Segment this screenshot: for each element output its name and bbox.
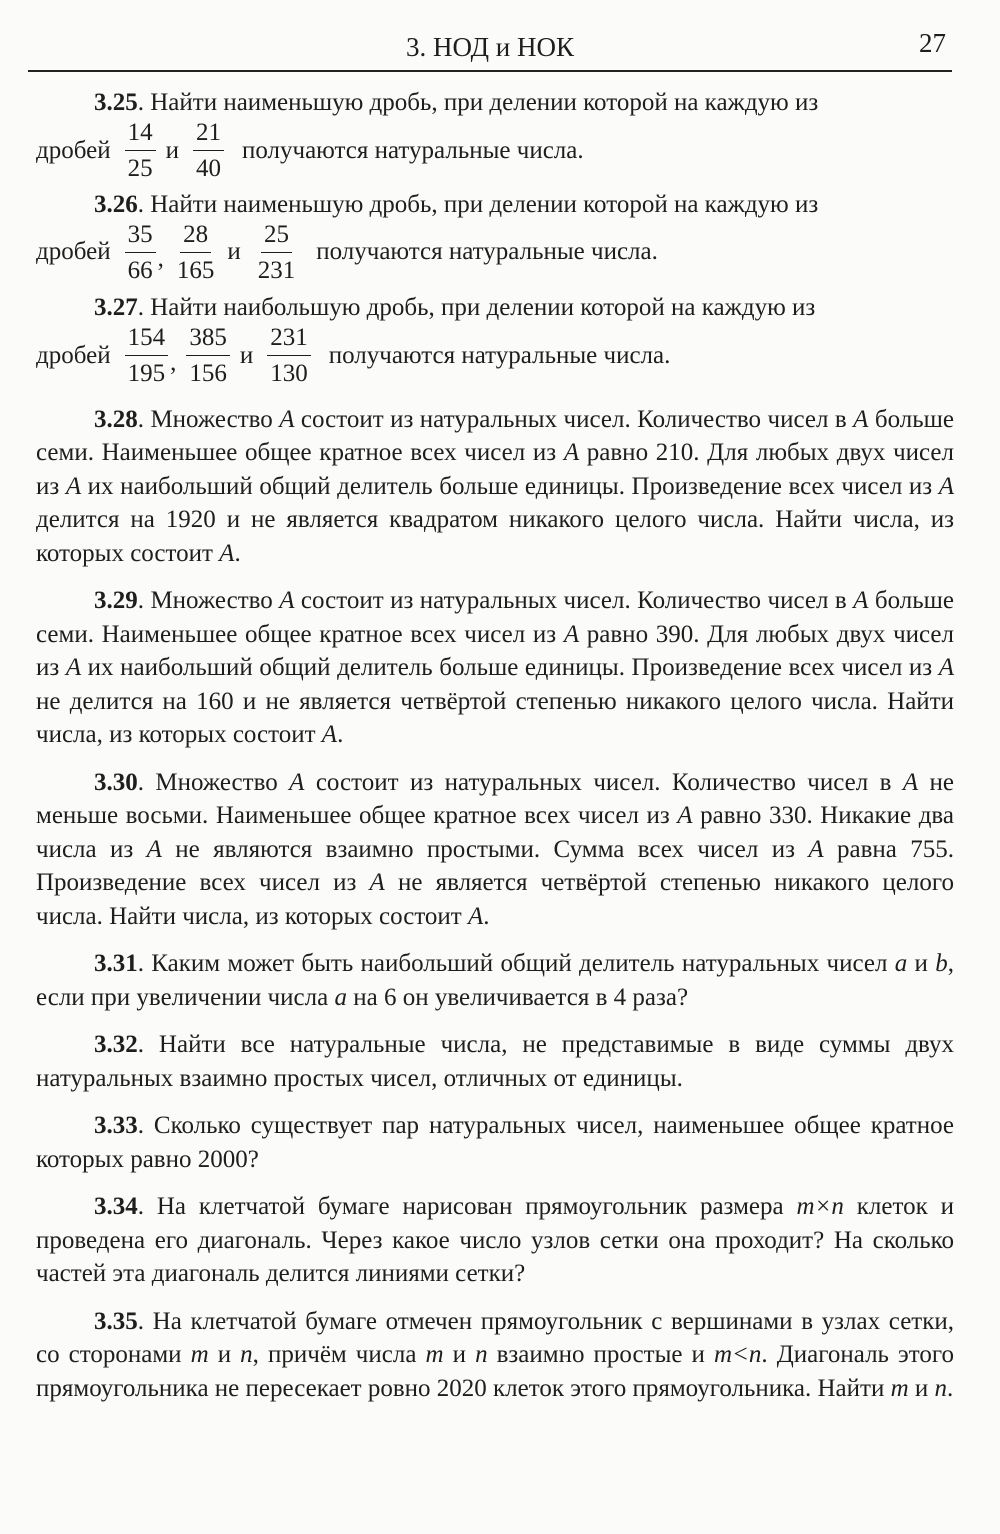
text-run: состоит из натуральных чисел. Количество чисел в: [294, 405, 854, 433]
numerator: 35: [125, 222, 156, 253]
text-run: и: [907, 950, 936, 977]
denominator: 25: [127, 155, 153, 182]
problem-number: 3.25: [94, 89, 138, 116]
conjunction: и: [227, 238, 241, 266]
numerator: 21: [193, 120, 224, 151]
denominator: 231: [257, 256, 296, 284]
denominator: 66: [127, 256, 153, 284]
fraction-line: [36, 324, 954, 387]
problem-3-35: [36, 1305, 954, 1406]
math-var: a: [334, 983, 347, 1011]
problem-number: 3.35: [94, 1307, 138, 1335]
math-var: A: [808, 835, 824, 863]
problem-3-31: [36, 947, 954, 1014]
running-head: [28, 22, 952, 72]
denominator: 40: [195, 155, 221, 182]
problem-number: 3.29: [94, 587, 138, 614]
fraction: [125, 222, 156, 283]
problem-text: . Найти наибольшую дробь, при делении которой на каждую из: [137, 294, 816, 321]
text-run: не делится на 160 и не является четвёртой степенью никакого целого числа. Найти числа, из которых состоит: [36, 687, 954, 748]
math-var: m: [890, 1374, 909, 1402]
math-var: A: [279, 587, 295, 614]
math-var: A: [279, 405, 295, 433]
text-run: не меньше восьми. Наименьшее общее кратное всех чисел из: [36, 768, 954, 829]
text-run: состоит из натуральных чисел. Количество чисел в: [304, 768, 903, 796]
numerator: 231: [267, 325, 311, 356]
numerator: 385: [186, 325, 230, 356]
math-var: A: [146, 835, 162, 863]
text-run: на 6 он увеличивается в 4 раза?: [346, 983, 689, 1011]
line-prefix: дробей: [36, 238, 111, 266]
text-run: состоит из натуральных чисел. Количество чисел в: [294, 587, 854, 614]
text-run: . Множество: [137, 587, 280, 614]
text-run: . Сколько существует пар натуральных чисел, наименьшее общее кратное которых равно 2000?: [36, 1112, 954, 1173]
text-run: .: [337, 721, 344, 748]
math-var: b: [935, 950, 948, 977]
math-var: a: [894, 950, 908, 977]
math-var: m<n: [713, 1341, 762, 1368]
problem-3-27: [36, 291, 954, 385]
fraction: [186, 325, 230, 386]
chapter-title: 3. НОД и НОК: [405, 32, 575, 62]
fraction: [174, 222, 218, 283]
text-run: делится на 1920 и не является квадратом никакого целого числа. Найти числа, из которых состоит: [36, 506, 954, 567]
fraction: [267, 325, 311, 386]
problem-3-29: [36, 584, 954, 752]
numerator: 14: [125, 120, 156, 151]
problem-number: 3.33: [94, 1112, 138, 1139]
text-run: их наибольший общий делитель больше единицы. Произведение всех чисел из: [81, 472, 939, 500]
text-run: больше семи. Наименьшее общее кратное всех чисел из: [36, 587, 954, 648]
fraction: [193, 120, 224, 181]
math-var: A: [853, 587, 869, 614]
problem-number: 3.34: [94, 1193, 138, 1220]
problem-number: 3.27: [94, 294, 138, 321]
math-var: A: [219, 539, 235, 567]
text-run: равно 330. Никакие два числа из: [36, 802, 954, 863]
math-var: A: [321, 721, 338, 748]
problem-number: 3.30: [94, 768, 138, 796]
text-run: равна 755. Произведение всех чисел из: [36, 835, 955, 896]
text-run: .: [947, 1374, 954, 1402]
problem-list: [36, 86, 954, 1415]
math-var: A: [853, 405, 869, 433]
math-var: m: [190, 1341, 209, 1368]
text-run: , если при увеличении числа: [36, 950, 955, 1011]
text-run: . На клетчатой бумаге нарисован прямоугольник размера: [137, 1193, 797, 1220]
text-run: и: [443, 1341, 476, 1368]
text-run: равно 390. Для любых двух чисел из: [36, 620, 954, 681]
line-suffix: получаются натуральные числа.: [316, 238, 658, 266]
math-var: A: [467, 902, 484, 930]
fraction: [125, 120, 156, 181]
text-run: , причём числа: [252, 1341, 426, 1368]
text-run: . Множество: [137, 405, 280, 433]
problem-3-28: [36, 403, 954, 571]
text-run: клеток и проведена его диагональ. Через какое число узлов сетки она проходит? На сколько частей эта диагональ делится линиями сетки?: [36, 1193, 954, 1287]
line-prefix: дробей: [36, 136, 111, 164]
text-run: больше семи. Наименьшее общее кратное всех чисел из: [36, 405, 954, 466]
math-var: A: [902, 768, 919, 796]
problem-number: 3.26: [94, 190, 138, 218]
text-run: их наибольший общий делитель больше единицы. Произведение всех чисел из: [81, 654, 939, 681]
text-run: . Каким может быть наибольший общий делитель натуральных чисел: [137, 950, 895, 977]
line-suffix: получаются натуральные числа.: [241, 136, 584, 164]
conjunction: и: [165, 136, 179, 164]
text-run: .: [234, 539, 241, 567]
fraction-line: [36, 119, 954, 182]
math-var: n: [475, 1341, 488, 1368]
denominator: 195: [127, 360, 166, 387]
denominator: 165: [176, 256, 215, 284]
problem-3-32: [36, 1028, 954, 1095]
fraction: [125, 325, 169, 386]
text-run: . Диагональ этого прямоугольника не пересекает ровно 2020 клеток этого прямоугольника. Найти: [36, 1341, 954, 1402]
problem-3-26: [36, 188, 954, 282]
math-var: A: [563, 439, 580, 466]
text-run: . На клетчатой бумаге отмечен прямоугольник с вершинами в узлах сетки, со сторонами: [36, 1307, 954, 1368]
comma: ,: [170, 348, 177, 376]
math-var: A: [369, 869, 385, 896]
text-run: не являются взаимно простыми. Сумма всех чисел из: [161, 835, 809, 863]
page-number: 27: [919, 28, 946, 58]
problem-3-34: [36, 1190, 954, 1291]
problem-3-33: [36, 1109, 954, 1176]
text-run: равно 210. Для любых двух чисел из: [36, 439, 954, 500]
problem-text: . Найти наименьшую дробь, при делении которой на каждую из: [137, 89, 819, 116]
numerator: 28: [180, 222, 211, 253]
numerator: 154: [125, 325, 169, 356]
math-var: A: [289, 768, 305, 796]
problem-text: . Найти наименьшую дробь, при делении которой на каждую из: [137, 190, 819, 218]
text-run: взаимно простые и: [487, 1341, 714, 1368]
denominator: 156: [189, 360, 227, 387]
text-run: . Множество: [137, 768, 290, 796]
math-var: A: [65, 472, 82, 500]
conjunction: и: [239, 341, 254, 369]
math-var: n: [934, 1374, 948, 1402]
text-run: . Найти все натуральные числа, не представимые в виде суммы двух натуральных взаимно простых чисел, отличных от единицы.: [36, 1031, 954, 1092]
line-suffix: получаются натуральные числа.: [328, 341, 671, 369]
comma: ,: [157, 245, 164, 273]
math-var: A: [938, 654, 954, 681]
text-run: не является четвёртой степенью никакого целого числа. Найти числа, из которых состоит: [36, 869, 954, 930]
math-var: A: [563, 620, 580, 648]
text-run: и: [908, 1374, 935, 1402]
denominator: 130: [270, 360, 308, 387]
math-var: A: [65, 654, 82, 681]
math-var: m×n: [796, 1193, 844, 1220]
text-run: .: [483, 902, 490, 930]
math-var: A: [677, 802, 693, 829]
math-var: A: [938, 472, 954, 500]
math-var: n: [240, 1341, 253, 1368]
problem-3-25: [36, 86, 954, 180]
numerator: 25: [261, 222, 292, 253]
fraction-line: [36, 220, 954, 284]
problem-3-30: [36, 766, 954, 934]
problem-number: 3.32: [94, 1031, 138, 1058]
math-var: m: [425, 1341, 444, 1368]
text-run: и: [208, 1341, 241, 1368]
problem-number: 3.28: [94, 405, 138, 433]
fraction: [255, 222, 299, 283]
problem-number: 3.31: [94, 950, 138, 977]
line-prefix: дробей: [36, 341, 111, 369]
